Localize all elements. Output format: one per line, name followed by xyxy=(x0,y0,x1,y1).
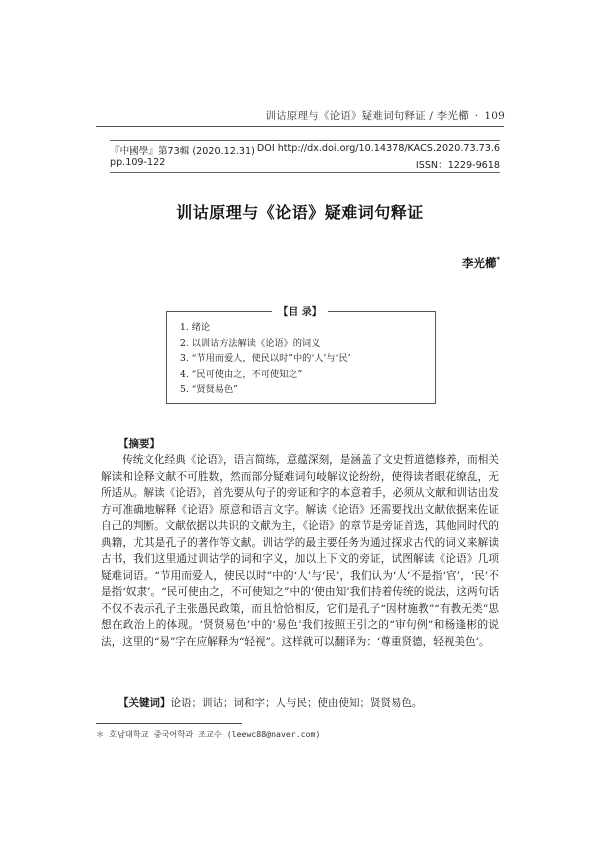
running-header-text: 训诂原理与《论语》疑难词句释证 / 李光櫛 xyxy=(265,110,469,122)
header-rule xyxy=(96,126,504,127)
running-header xyxy=(265,108,505,123)
abstract-text: 传统文化经典《论语》，语言简练，意蕴深刻，是涵盖了文史哲道德修养，而相关解读和诠释文献不可胜数，然而部分疑难词句岐解议论纷纷，使得读者眼花缭乱，无所适从。解读《论语》，首先要从句子的旁证和字的本意着手，必须从文献和训诂出发方可准确地解释《论语》原意和语言文字。解读《论语》还需要找出文献依据来佐证自己的判断。文献依据以共识的文献为主，《论语》的章节是旁证首选，其他同时代的典籍，尤其是孔子的著作等文献。训诂学的最主要任务为通过探求古代的词义来解读古书，我们这里通过训诂学的词和字义，加以上下文的旁证，试图解读《论语》几项疑难词语。“节用而爱人，使民以时”中的‘人’与‘民’，我们认为‘人’不是指‘官’，‘民’不是指‘奴隶’。“民可使由之，不可使知之”中的‘使由知’我们持着传统的说法，这两句话不仅不表示孔子主张愚民政策，而且恰恰相反，它们是孔子“因材施教”“有教无类”思想在政治上的体现。‘贤贤易色’中的‘易色’我们按照王引之的“审句例”和杨逢彬的说法，这里的“易”字在应解释为“轻视”。这样就可以翻译为：‘尊重贤德，轻视美色’。 xyxy=(101,454,499,648)
toc-item: 5. “贤贤易色” xyxy=(180,384,238,395)
keywords-text: 论语；训诂；词和字；人与民；使由使知；贤贤易色。 xyxy=(170,697,423,709)
page-number: 109 xyxy=(484,110,505,122)
meta-top-rule xyxy=(110,140,500,141)
toc-list xyxy=(180,320,351,398)
author-name: 李光櫛 xyxy=(461,256,497,270)
page-range: pp.109-122 xyxy=(110,157,166,168)
abstract-body xyxy=(101,452,499,650)
journal-citation: 『中國學』第73輯 (2020.12.31) xyxy=(110,146,255,157)
toc-item: 1. 绪论 xyxy=(180,322,211,333)
footnote-rule xyxy=(96,723,242,724)
meta-row-1 xyxy=(110,143,500,157)
author xyxy=(462,255,500,271)
paper-title: 训诂原理与《论语》疑难词句释证 xyxy=(176,203,424,222)
author-footnote-mark: * xyxy=(496,255,500,265)
keywords xyxy=(118,695,423,710)
author-footnote: ＊ 호남대학교 중국어학과 조교수 (leewc88@naver.com) xyxy=(96,729,321,739)
running-header-separator: · xyxy=(474,110,479,122)
abstract-label: 【摘要】 xyxy=(118,438,160,450)
toc-heading: 【目 录】 xyxy=(0,303,600,318)
meta-row-2 xyxy=(110,157,500,171)
issn: ISSN：1229-9618 xyxy=(415,160,500,171)
keywords-label: 【关键词】 xyxy=(118,697,171,709)
toc-item: 2. 以训诂方法解读《论语》的词义 xyxy=(180,337,321,349)
toc-item: 4. “民可使由之，不可使知之” xyxy=(180,368,303,380)
toc-item: 3. “节用而爱人，使民以时”中的‘人’与‘民’ xyxy=(180,353,351,364)
doi-link[interactable]: DOI http://dx.doi.org/10.14378/KACS.2020.73.73.6 xyxy=(256,143,500,154)
meta-bottom-rule xyxy=(110,172,500,173)
